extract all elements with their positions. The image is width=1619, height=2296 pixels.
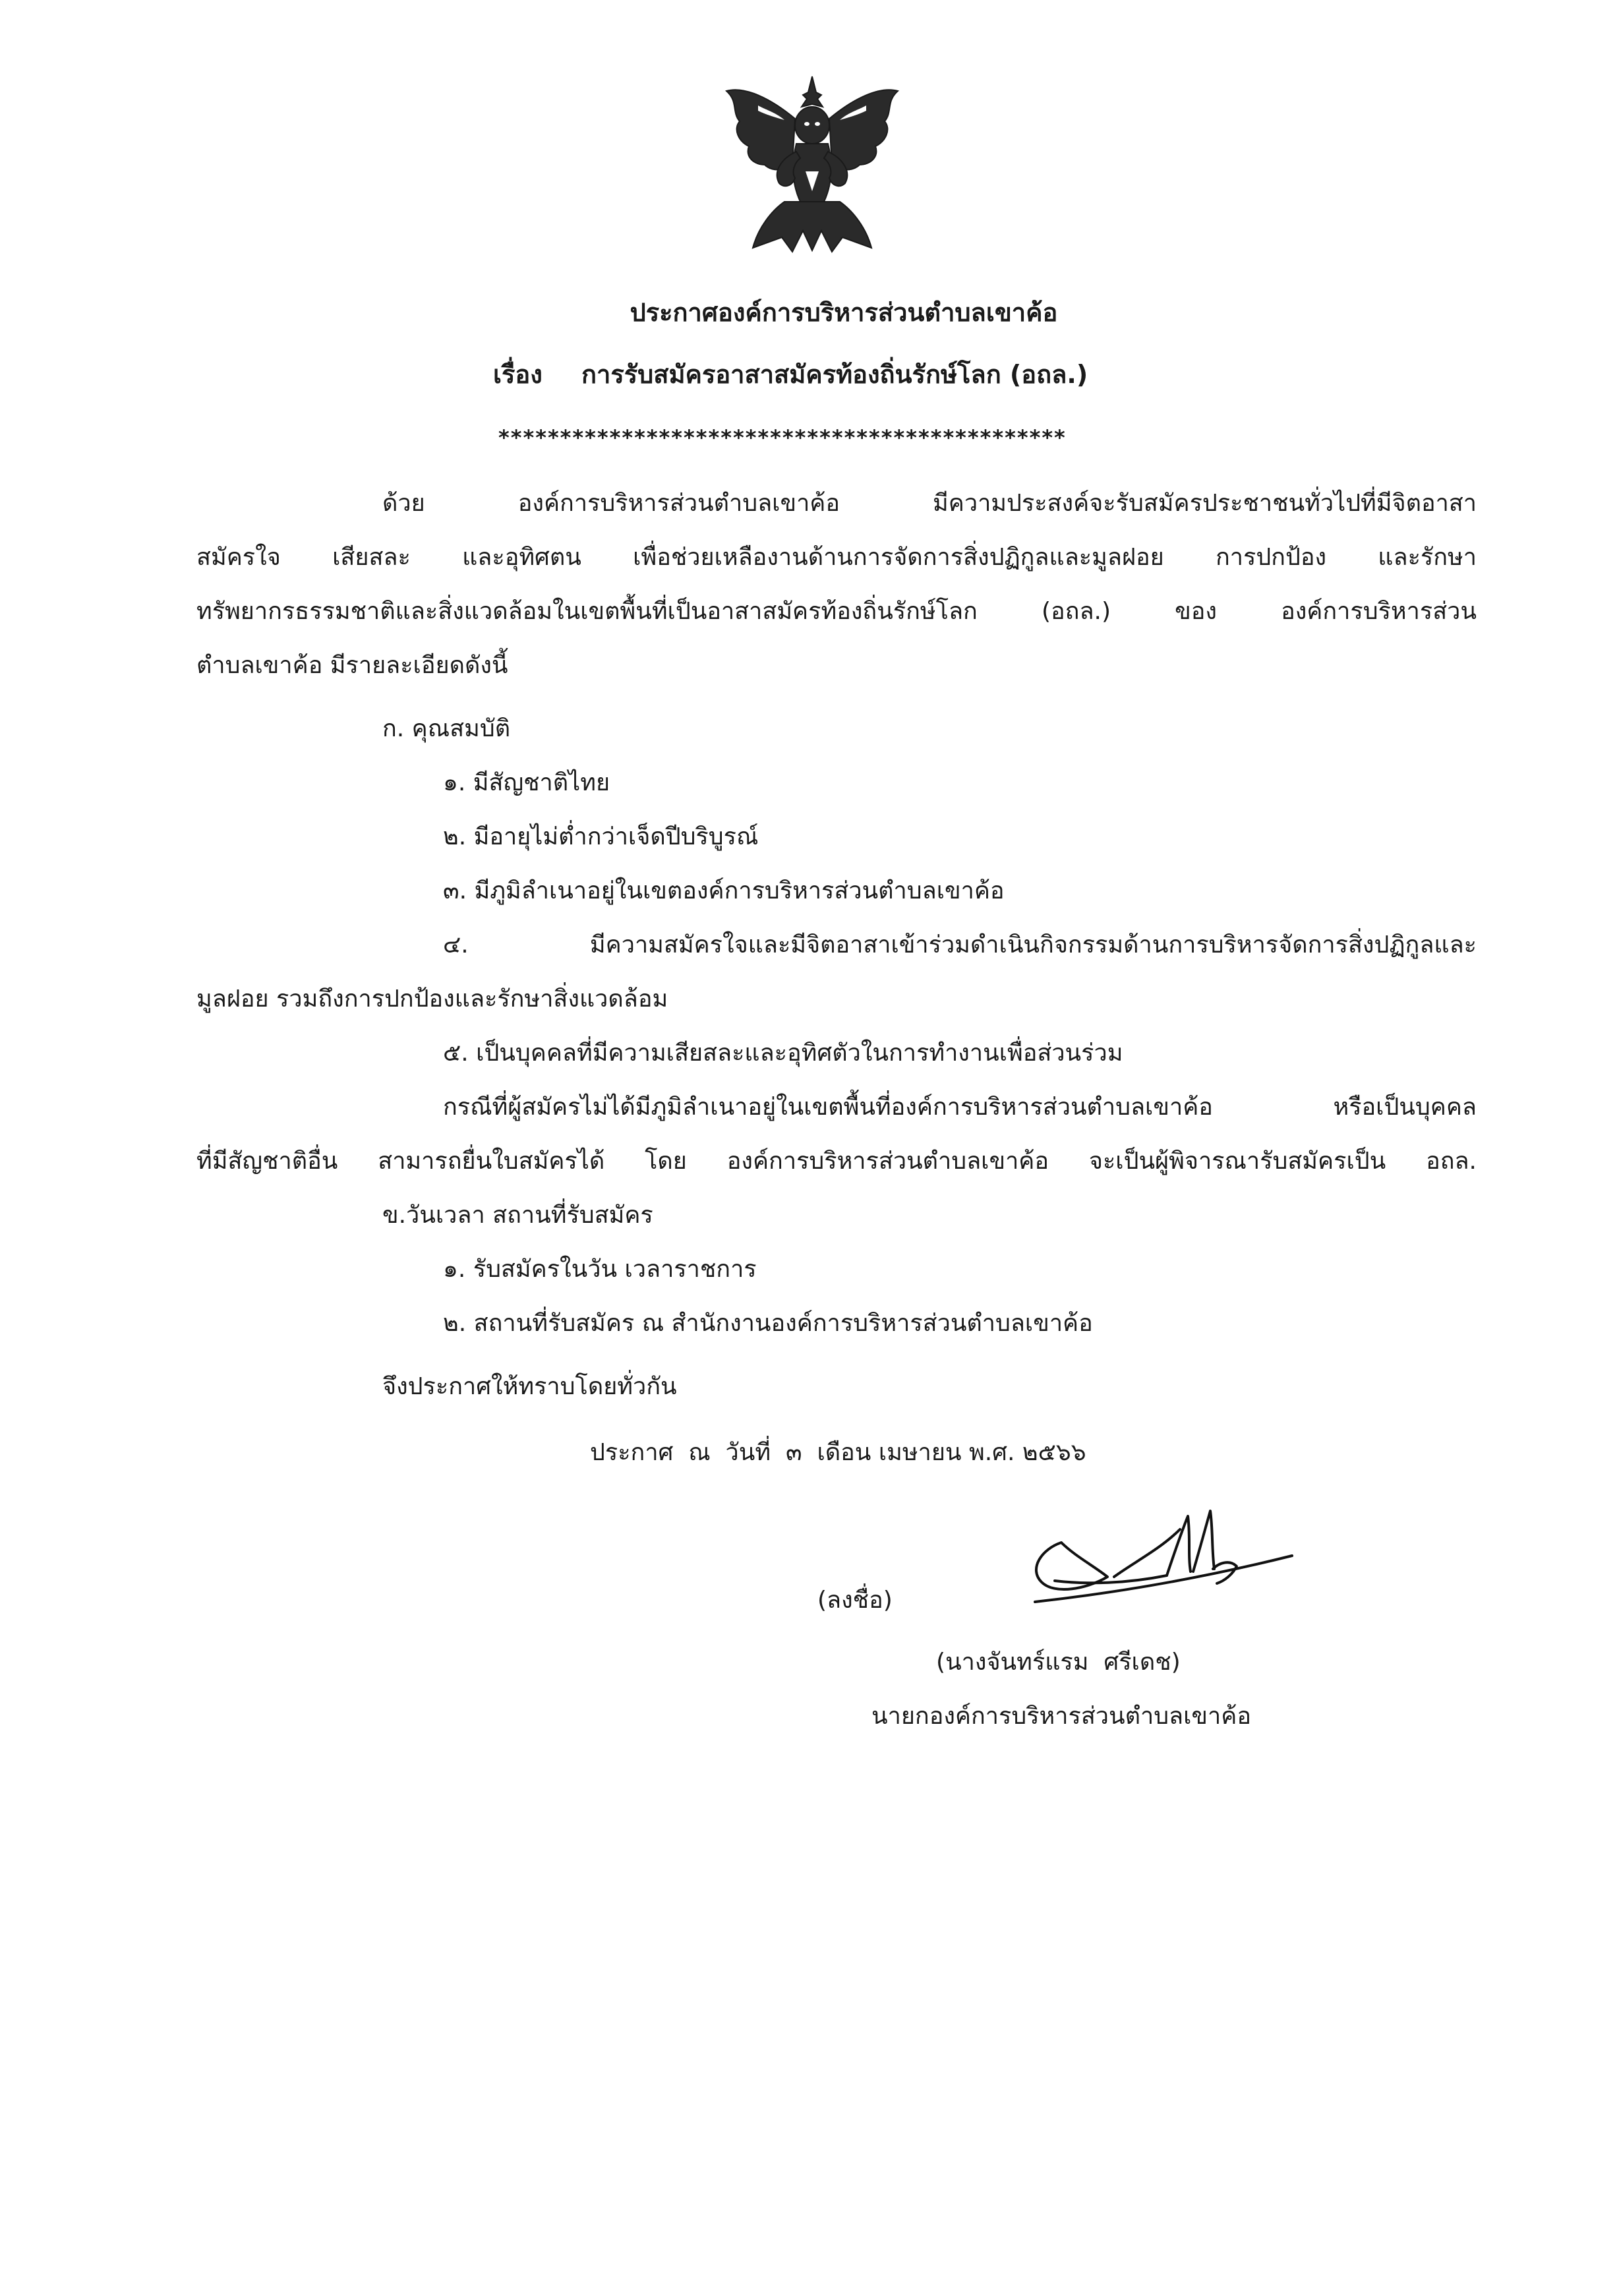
intro-line-4: ตำบลเขาค้อ มีรายละเอียดดังนี้ [196,652,508,679]
qualification-item-5: ๕. เป็นบุคคลที่มีความเสียสละและอุทิศตัวในการทำงานเพื่อส่วนร่วม [443,1040,1123,1067]
intro-line-2: สมัครใจ เสียสละ และอุทิศตน เพื่อช่วยเหลืองานด้านการจัดการสิ่งปฏิกูลและมูลฝอย การปกป้อง และรักษา [196,544,1477,571]
qualification-item-3: ๓. มีภูมิลำเนาอยู่ในเขตองค์การบริหารส่วนตำบลเขาค้อ [443,877,1005,904]
closing-text: จึงประกาศให้ทราบโดยทั่วกัน [382,1373,677,1400]
date-line: ประกาศ ณ วันที่ ๓ เดือน เมษายน พ.ศ. ๒๕๖๖ [590,1439,1086,1466]
intro-line-3: ทรัพยากรธรรมชาติและสิ่งแวดล้อมในเขตพื้นที่เป็นอาสาสมัครท้องถิ่นรักษ์โลก (อถล.) ของ องค์การบริหารส่วน [196,598,1477,625]
subject-text: การรับสมัครอาสาสมัครท้องถิ่นรักษ์โลก (อถล.) [581,360,1088,389]
qualification-item-4-line-2: มูลฝอย รวมถึงการปกป้องและรักษาสิ่งแวดล้อม [196,986,668,1013]
qualification-item-1: ๑. มีสัญชาติไทย [443,769,610,796]
divider-asterisks: ********************************************** [498,425,1067,450]
schedule-item-2: ๒. สถานที่รับสมัคร ณ สำนักงานองค์การบริหารส่วนตำบลเขาค้อ [443,1310,1093,1337]
intro-line-1: ด้วย องค์การบริหารส่วนตำบลเขาค้อ มีความประสงค์จะรับสมัครประชาชนทั่วไปที่มีจิตอาสา [382,490,1477,517]
qualification-note-line-1: กรณีที่ผู้สมัครไม่ได้มีภูมิลำเนาอยู่ในเขตพื้นที่องค์การบริหารส่วนตำบลเขาค้อ หรือเป็นบุคคล [443,1094,1477,1121]
announcement-title: ประกาศองค์การบริหารส่วนตำบลเขาค้อ [630,298,1058,327]
schedule-item-1: ๑. รับสมัครในวัน เวลาราชการ [443,1256,757,1283]
schedule-heading: ข.วันเวลา สถานที่รับสมัคร [382,1202,653,1229]
qualifications-heading: ก. คุณสมบัติ [382,715,511,742]
signatory-position: นายกองค์การบริหารส่วนตำบลเขาค้อ [871,1703,1251,1730]
qualification-item-4-line-1: ๔. มีความสมัครใจและมีจิตอาสาเข้าร่วมดำเนินกิจกรรมด้านการบริหารจัดการสิ่งปฏิกูลและ [443,931,1477,958]
sign-label: (ลงชื่อ) [817,1587,893,1614]
signatory-name: (นางจันทร์แรม ศรีเดช) [936,1649,1181,1676]
handwritten-signature [1015,1503,1325,1615]
subject-label: เรื่อง [493,360,543,389]
garuda-emblem-icon [719,73,906,260]
qualification-note-line-2: ที่มีสัญชาติอื่น สามารถยื่นใบสมัครได้ โดย องค์การบริหารส่วนตำบลเขาค้อ จะเป็นผู้พิจารณารับสมัครเป็น อถล. [196,1148,1477,1175]
qualification-item-2: ๒. มีอายุไม่ต่ำกว่าเจ็ดปีบริบูรณ์ [443,823,759,850]
